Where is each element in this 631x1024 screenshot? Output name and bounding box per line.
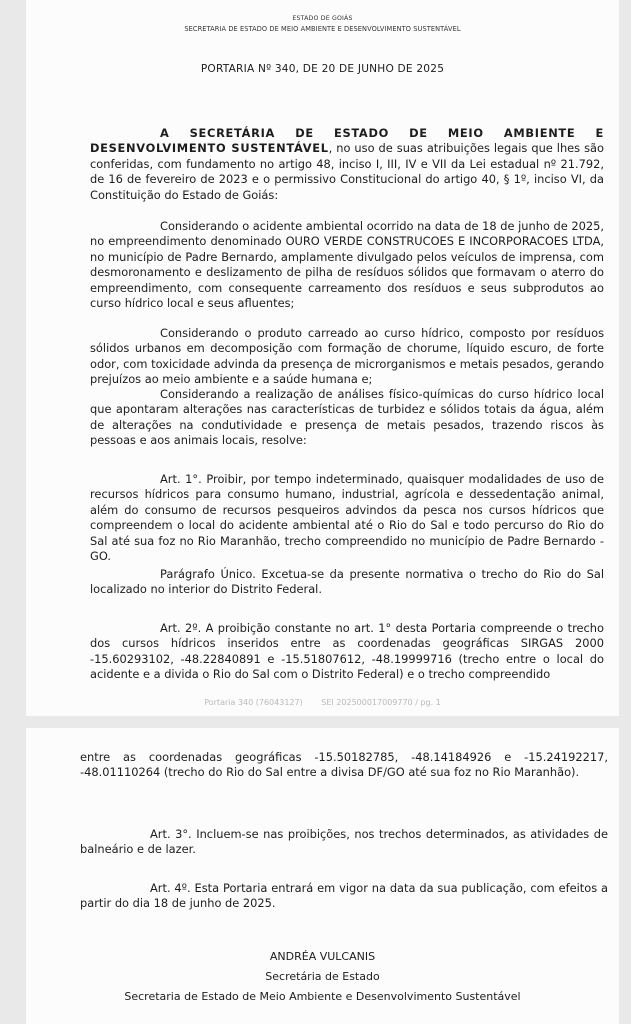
header-state: ESTADO DE GOIÁS	[292, 15, 353, 22]
preamble-text: , no uso de suas atribuições legais que lhes são conferidas, com fundamento no artigo 48, inciso I, III, IV e VII da Lei estadual nº 21.792, de 16 de fevereiro de 2023 e o permissivo Constitucional do artigo 40, § 1º, inciso VI, da Constituição do Estado de Goiás:	[90, 141, 604, 202]
signature-name: ANDRÉA VULCANIS	[269, 950, 376, 963]
page-footer	[26, 698, 619, 707]
footer-sei-number: SEI 202500017009770 / pg. 1	[321, 698, 441, 707]
footer-document-id: Portaria 340 (76043127)	[204, 698, 303, 707]
considerando-1: Considerando o acidente ambiental ocorrido na data de 18 de junho de 2025, no empreendimento denominado OURO VERDE CONSTRUCOES E INCORPORACOES LTDA, no município de Padre Bernardo, amplamente divulgado pelos veículos de imprensa, com desmoronamento e deslizamento de pilha de resíduos sólidos que formavam o aterro do empreendimento, com consequente carreamento dos resíduos e seus subprodutos ao curso hídrico local e seus afluentes;	[90, 219, 604, 311]
signature-organization: Secretaria de Estado de Meio Ambiente e Desenvolvimento Sustentável	[124, 990, 521, 1003]
document-page-2	[26, 728, 619, 1024]
considerando-3: Considerando a realização de análises físico-químicas do curso hídrico local que apontaram alterações nas características de turbidez e sólidos totais da água, além de alterações na condutividade e presença de metais pesados, trazendo riscos às pessoas e aos animais locais, resolve:	[90, 387, 604, 448]
document-page-1	[26, 0, 619, 716]
signature-role: Secretária de Estado	[265, 970, 380, 983]
article-1: Art. 1°. Proibir, por tempo indeterminado, quaisquer modalidades de uso de recursos hídricos para consumo humano, industrial, agrícola e dessedentação animal, além do consumo de recursos pesqueiros advindos da pesca nos cursos hídricos que compreendem o local do acidente ambiental até o Rio do Sal e todo percurso do Rio do Sal até sua foz no Rio Maranhão, trecho compreendido no município de Padre Bernardo - GO.	[90, 472, 604, 564]
header-secretariat: SECRETARIA DE ESTADO DE MEIO AMBIENTE E DESENVOLVIMENTO SUSTENTÁVEL	[184, 25, 461, 33]
article-3: Art. 3°. Incluem-se nas proibições, nos trechos determinados, as atividades de balneário e de lazer.	[80, 827, 608, 857]
sole-paragraph: Parágrafo Único. Excetua-se da presente normativa o trecho do Rio do Sal localizado no interior do Distrito Federal.	[90, 567, 604, 597]
article-4: Art. 4º. Esta Portaria entrará em vigor na data da sua publicação, com efeitos a partir do dia 18 de junho de 2025.	[80, 881, 608, 911]
article-2-part-1: Art. 2º. A proibição constante no art. 1° desta Portaria compreende o trecho dos cursos hídricos inseridos entre as coordenadas geográficas SIRGAS 2000 -15.60293102, -48.22840891 e -15.51807612, -48.19999716 (trecho entre o local do acidente e a divida o Rio do Sal com o Distrito Federal) e o trecho compreendido	[90, 621, 604, 682]
article-2-part-2: entre as coordenadas geográficas -15.50182785, -48.14184926 e -15.24192217, -48.01110264 (trecho do Rio do Sal entre a divisa DF/GO até sua foz no Rio Maranhão).	[80, 750, 608, 780]
preamble-bold: A SECRETÁRIA DE ESTADO DE MEIO AMBIENTE E DESENVOLVIMENTO SUSTENTÁVEL	[90, 126, 604, 156]
preamble-paragraph	[90, 126, 604, 203]
considerando-2: Considerando o produto carreado ao curso hídrico, composto por resíduos sólidos urbanos em decomposição com formação de chorume, líquido escuro, de forte odor, com toxicidade advinda da presença de microrganismos e metais pesados, gerando prejuízos ao meio ambiente e a saúde humana e;	[90, 326, 604, 387]
ordinance-title: PORTARIA Nº 340, DE 20 DE JUNHO DE 2025	[200, 63, 445, 75]
